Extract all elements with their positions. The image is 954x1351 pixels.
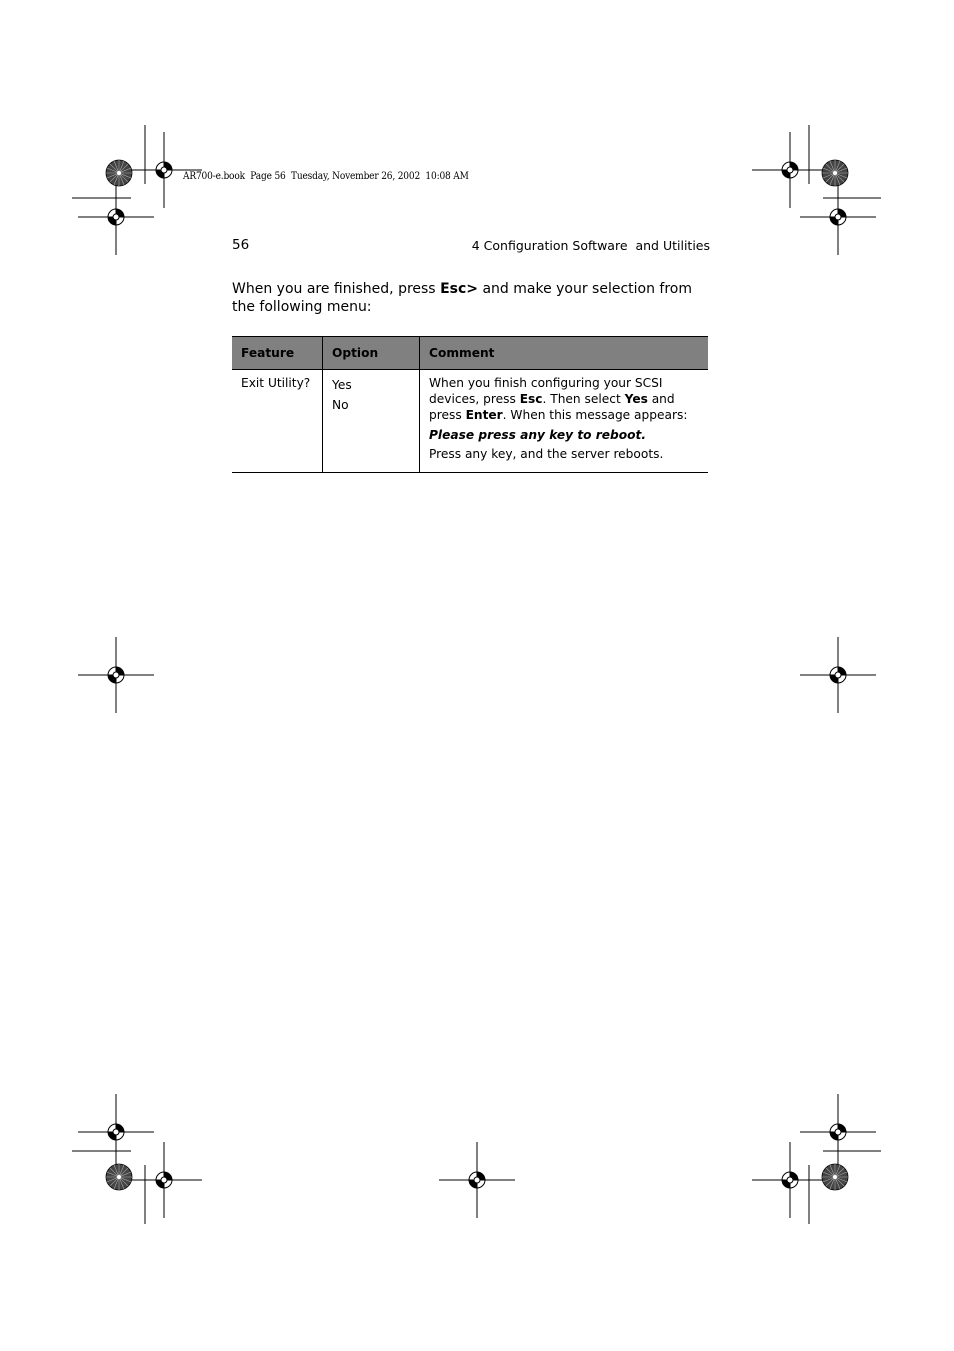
- comment-text: . When this message appears:: [502, 408, 688, 422]
- comment-followup: Press any key, and the server reboots.: [429, 447, 664, 461]
- color-star-target: [106, 160, 132, 186]
- reboot-message: Please press any key to reboot.: [429, 428, 646, 442]
- cell-feature: Exit Utility?: [232, 370, 323, 473]
- exit-utility-table: [232, 336, 708, 473]
- comment-text: When you finish configuring your SCSI devices, press: [429, 376, 663, 406]
- registration-mark: [78, 637, 154, 713]
- intro-text: When you are finished, press: [232, 281, 441, 297]
- intro-paragraph: [232, 280, 712, 316]
- print-slug: AR700-e.book Page 56 Tuesday, November 26, 2002 10:08 AM: [183, 170, 469, 182]
- comment-key-enter: Enter: [465, 408, 503, 422]
- registration-mark: [752, 132, 828, 208]
- registration-mark: [800, 179, 876, 255]
- registration-mark: [800, 637, 876, 713]
- registration-mark: [78, 1094, 154, 1170]
- color-star-target: [822, 1164, 848, 1190]
- registration-mark: [439, 1142, 515, 1218]
- comment-text: . Then select: [542, 392, 625, 406]
- intro-key: Esc>: [440, 281, 478, 297]
- registration-mark: [752, 1142, 828, 1218]
- table-header-row: [232, 337, 708, 370]
- color-star-target: [822, 160, 848, 186]
- option-yes: Yes: [332, 378, 352, 392]
- header-comment: Comment: [420, 337, 709, 370]
- cell-comment: [420, 370, 709, 473]
- registration-mark: [78, 179, 154, 255]
- running-header: 4 Configuration Software and Utilities: [471, 238, 710, 253]
- comment-text: and press: [429, 392, 675, 422]
- cell-option: [323, 370, 420, 473]
- option-no: No: [332, 398, 349, 412]
- table-row: [232, 370, 708, 473]
- color-star-target: [106, 1164, 132, 1190]
- intro-text-end: and make your selection from the following menu:: [232, 281, 693, 315]
- registration-mark: [126, 1142, 202, 1218]
- header-feature: Feature: [232, 337, 323, 370]
- page-number: 56: [232, 237, 250, 253]
- registration-mark: [800, 1094, 876, 1170]
- comment-key-esc: Esc: [519, 392, 543, 406]
- comment-key-yes: Yes: [624, 392, 648, 406]
- header-option: Option: [323, 337, 420, 370]
